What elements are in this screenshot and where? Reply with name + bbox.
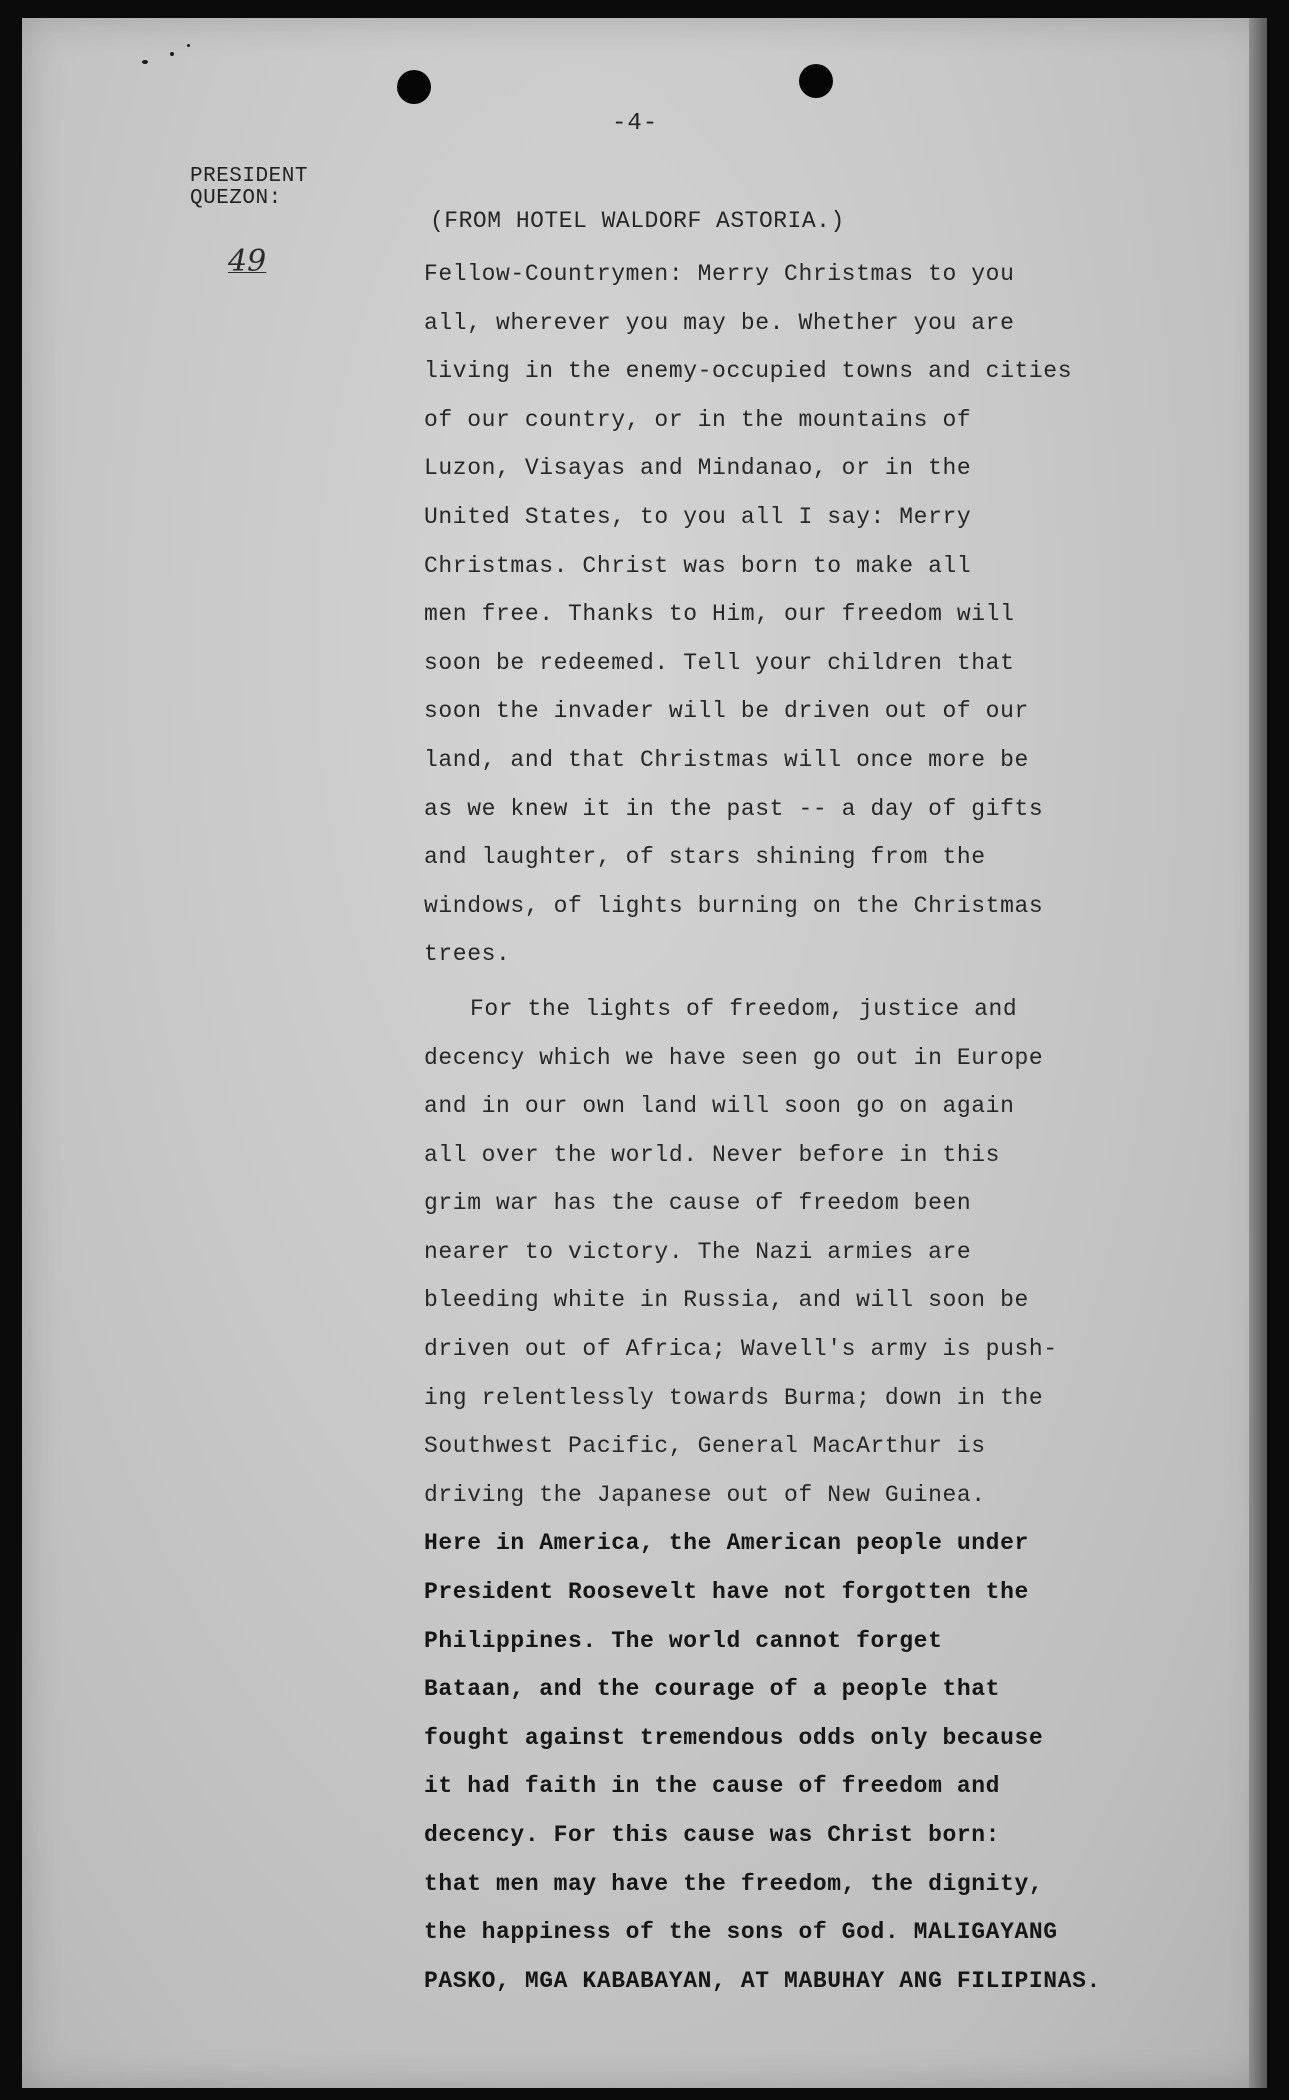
- text-line: Christmas. Christ was born to make all: [424, 552, 972, 579]
- ink-speck: [170, 52, 174, 56]
- text-line: trees.: [424, 941, 511, 968]
- text-line: bleeding white in Russia, and will soon be: [424, 1287, 1029, 1314]
- text-line: living in the enemy-occupied towns and cities: [424, 358, 1073, 385]
- text-line: Southwest Pacific, General MacArthur is: [424, 1433, 986, 1460]
- text-line: that men may have the freedom, the dignity,: [424, 1870, 1044, 1897]
- page-number: -4-: [612, 110, 659, 137]
- speaker-line: PRESIDENT: [190, 165, 308, 188]
- text-line: land, and that Christmas will once more be: [424, 746, 1029, 773]
- text-line: and in our own land will soon go on again: [424, 1093, 1015, 1120]
- ink-speck: [187, 44, 190, 47]
- text-line: Fellow-Countrymen: Merry Christmas to you: [424, 261, 1015, 287]
- punch-hole-left: [397, 70, 431, 104]
- ink-speck: [142, 60, 148, 64]
- text-line: all over the world. Never before in this: [424, 1141, 1001, 1168]
- text-line: nearer to victory. The Nazi armies are: [424, 1238, 972, 1265]
- text-line: PASKO, MGA KABABAYAN, AT MABUHAY ANG FILIPINAS.: [424, 1967, 1101, 1994]
- text-line: soon the invader will be driven out of our: [424, 698, 1029, 725]
- text-line: men free. Thanks to Him, our freedom will: [424, 601, 1015, 628]
- text-line: the happiness of the sons of God. MALIGAYANG: [424, 1919, 1058, 1946]
- page-edge: [1249, 18, 1267, 2088]
- speech-body: [424, 250, 1124, 2005]
- text-line: Luzon, Visayas and Mindanao, or in the: [424, 455, 972, 482]
- text-line: Philippines. The world cannot forget: [424, 1627, 943, 1654]
- text-line: as we knew it in the past -- a day of gifts: [424, 795, 1044, 822]
- text-line: grim war has the cause of freedom been: [424, 1190, 972, 1217]
- text-line: driven out of Africa; Wavell's army is push-: [424, 1336, 1058, 1363]
- text-line: soon be redeemed. Tell your children that: [424, 649, 1015, 676]
- text-line: Here in America, the American people under: [424, 1530, 1029, 1557]
- text-line: United States, to you all I say: Merry: [424, 503, 972, 530]
- text-line: of our country, or in the mountains of: [424, 406, 972, 433]
- text-line: it had faith in the cause of freedom and: [424, 1773, 1001, 1800]
- text-line: For the lights of freedom, justice and: [470, 995, 1018, 1022]
- text-line: Bataan, and the courage of a people that: [424, 1676, 1001, 1703]
- text-line: and laughter, of stars shining from the: [424, 844, 986, 871]
- speaker-line: QUEZON:: [190, 187, 282, 210]
- text-line: President Roosevelt have not forgotten the: [424, 1579, 1029, 1606]
- text-line: ing relentlessly towards Burma; down in the: [424, 1384, 1044, 1411]
- text-line: windows, of lights burning on the Christmas: [424, 892, 1044, 919]
- document-page: [22, 18, 1267, 2088]
- punch-hole-right: [799, 64, 833, 98]
- location-heading: (FROM HOTEL WALDORF ASTORIA.): [430, 208, 845, 234]
- text-line: decency which we have seen go out in Europe: [424, 1044, 1044, 1071]
- text-line: all, wherever you may be. Whether you are: [424, 309, 1015, 336]
- text-line: fought against tremendous odds only because: [424, 1724, 1044, 1751]
- speaker-label: [190, 166, 308, 210]
- text-line: decency. For this cause was Christ born:: [424, 1822, 1001, 1848]
- text-line: driving the Japanese out of New Guinea.: [424, 1481, 986, 1508]
- handwritten-number: 49: [228, 244, 267, 279]
